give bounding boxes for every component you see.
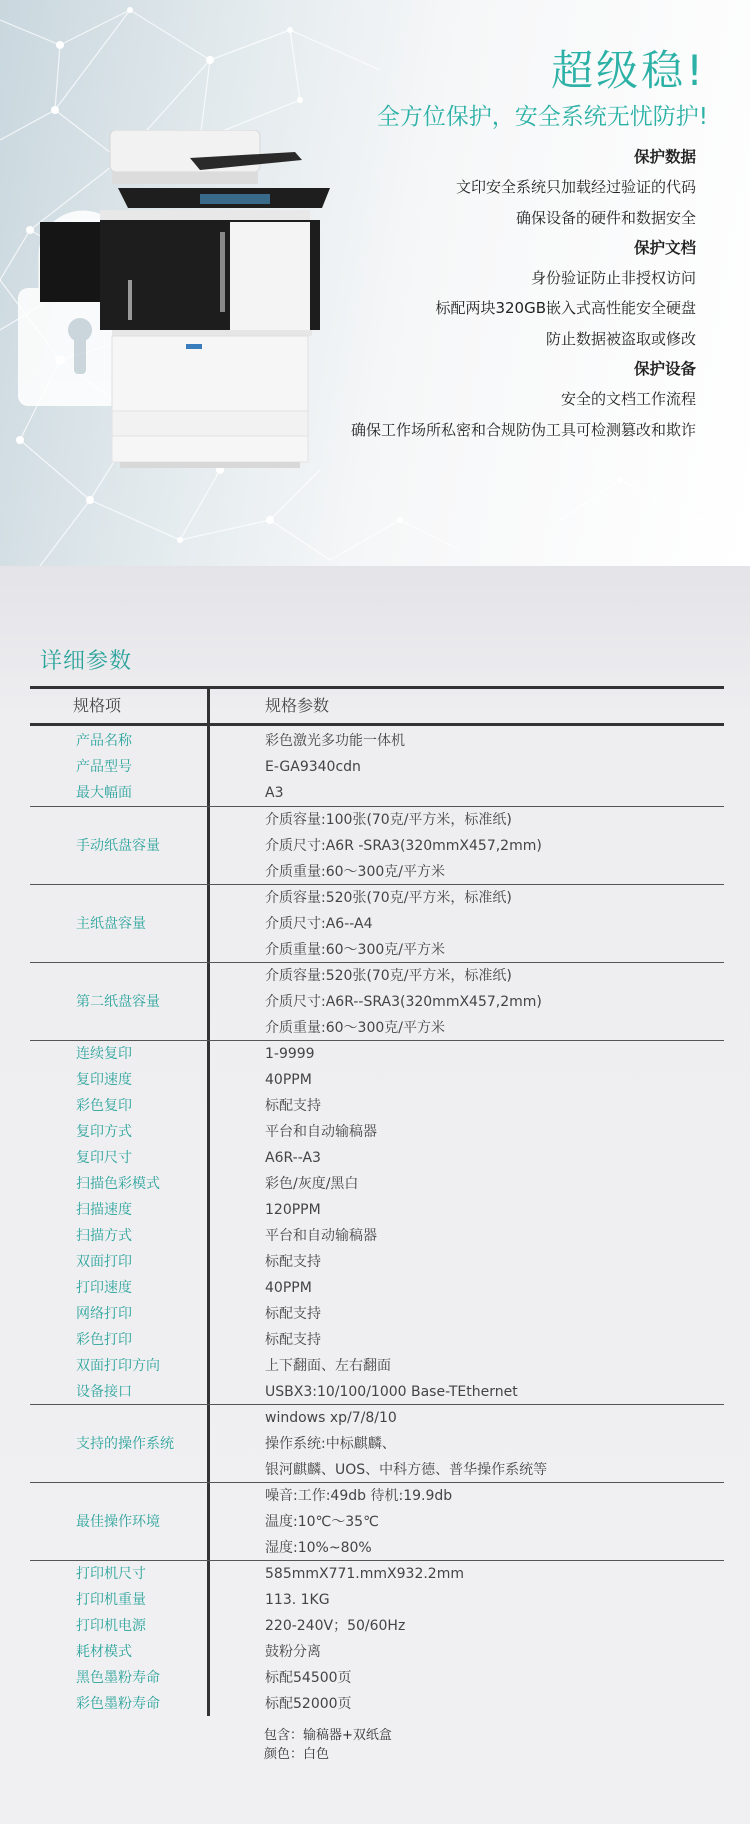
- spec-label-text: 打印机电源: [76, 1618, 146, 1634]
- spec-value: 标配支持: [265, 1098, 321, 1114]
- spec-value: 介质重量:60～300克/平方米: [265, 942, 445, 958]
- spec-value: 标配52000页: [265, 1696, 352, 1712]
- spec-value: 标配支持: [265, 1332, 321, 1348]
- spec-label-text: 打印速度: [76, 1280, 132, 1296]
- spec-value: 40PPM: [265, 1072, 312, 1088]
- feature-line: 安全的文档工作流程: [560, 390, 696, 409]
- spec-label-text: 彩色复印: [76, 1098, 132, 1114]
- feature-line: 文印安全系统只加载经过验证的代码: [455, 178, 696, 197]
- feature-line: 确保工作场所私密和合规防伪工具可检测篡改和欺诈: [350, 420, 696, 439]
- feature-list: [351, 142, 696, 445]
- header-col-item: 规格项: [73, 696, 122, 715]
- spec-label-text: 复印尺寸: [76, 1150, 132, 1166]
- spec-value: 彩色/灰度/黑白: [265, 1176, 359, 1192]
- section-title: 详细参数: [40, 649, 133, 674]
- spec-group: [30, 1404, 724, 1483]
- footer-contents: 包含：输稿器+双纸盒: [264, 1728, 392, 1743]
- spec-value: 湿度:10%~80%: [265, 1540, 372, 1556]
- spec-label-text: 耗材模式: [76, 1644, 132, 1660]
- spec-value: 标配54500页: [265, 1670, 352, 1686]
- spec-label-text: 复印方式: [76, 1124, 132, 1140]
- spec-group: [30, 1040, 724, 1405]
- spec-label-text: 设备接口: [76, 1384, 132, 1400]
- spec-label-text: 打印机尺寸: [76, 1566, 146, 1582]
- spec-value: 介质重量:60～300克/平方米: [265, 1020, 445, 1036]
- spec-label-text: 支持的操作系统: [76, 1436, 174, 1452]
- feature-line: 防止数据被盗取或修改: [545, 329, 696, 348]
- spec-group: [30, 1482, 724, 1561]
- spec-group: [30, 806, 724, 885]
- spec-label-text: 产品型号: [76, 759, 132, 775]
- spec-value: 40PPM: [265, 1280, 312, 1296]
- header-rule: [30, 723, 724, 726]
- spec-value: 220-240V；50/60Hz: [265, 1618, 406, 1634]
- spec-value: 平台和自动输稿器: [265, 1228, 377, 1244]
- spec-label-text: 彩色打印: [76, 1332, 132, 1348]
- spec-value: 113. 1KG: [265, 1592, 330, 1608]
- spec-value: 120PPM: [265, 1202, 321, 1218]
- spec-value: 鼓粉分离: [265, 1644, 321, 1660]
- spec-value: 银河麒麟、UOS、中科方德、普华操作系统等: [265, 1462, 548, 1478]
- feature-heading: 保护数据: [633, 148, 696, 166]
- hero-subtitle: 全方位保护，安全系统无忧防护!: [376, 104, 708, 130]
- spec-value: 标配支持: [265, 1306, 321, 1322]
- spec-value: 介质容量:520张(70克/平方米，标准纸): [265, 890, 512, 906]
- spec-value: 介质容量:520张(70克/平方米，标准纸): [265, 968, 512, 984]
- spec-label-text: 最大幅面: [76, 785, 132, 801]
- spec-value: windows xp/7/8/10: [265, 1410, 397, 1426]
- feature-line: 确保设备的硬件和数据安全: [515, 208, 696, 227]
- spec-value: 介质尺寸:A6R -SRA3(320mmX457,2mm): [265, 838, 542, 854]
- feature-heading: 保护设备: [633, 360, 696, 379]
- spec-label-text: 打印机重量: [76, 1592, 146, 1608]
- spec-value: A3: [265, 785, 284, 801]
- spec-label-text: 扫描速度: [76, 1202, 132, 1218]
- spec-group: [30, 962, 724, 1041]
- footer-color: 颜色：白色: [264, 1747, 330, 1762]
- spec-label-text: 连续复印: [76, 1046, 132, 1062]
- hero-title: 超级稳!: [551, 46, 706, 95]
- spec-label-text: 双面打印: [76, 1254, 132, 1270]
- spec-value: 操作系统:中标麒麟、: [265, 1436, 396, 1452]
- hero-banner: [0, 0, 750, 566]
- header-col-value: 规格参数: [265, 696, 330, 715]
- spec-value: 上下翻面、左右翻面: [265, 1358, 391, 1374]
- spec-value: E-GA9340cdn: [265, 759, 361, 775]
- spec-label-text: 主纸盘容量: [76, 916, 146, 932]
- spec-group: [30, 884, 724, 963]
- spec-label-text: 扫描方式: [76, 1228, 132, 1244]
- spec-label-text: 产品名称: [76, 733, 132, 749]
- spec-value: USBX3:10/100/1000 Base-TEthernet: [265, 1384, 518, 1400]
- printer-image: [40, 130, 340, 470]
- spec-value: 介质尺寸:A6--A4: [265, 916, 373, 932]
- spec-value: 介质容量:100张(70克/平方米，标准纸): [265, 812, 512, 828]
- spec-value: 585mmX771.mmX932.2mm: [265, 1566, 464, 1582]
- spec-group: [30, 728, 724, 806]
- spec-label-text: 复印速度: [76, 1072, 132, 1088]
- spec-label-text: 手动纸盘容量: [76, 838, 160, 854]
- feature-heading: 保护文档: [633, 238, 696, 257]
- spec-value: 标配支持: [265, 1254, 321, 1270]
- spec-label-text: 最佳操作环境: [76, 1514, 160, 1530]
- spec-label-text: 第二纸盘容量: [76, 994, 160, 1010]
- spec-value: 介质尺寸:A6R--SRA3(320mmX457,2mm): [265, 994, 542, 1010]
- feature-line: 标配两块320GB嵌入式高性能安全硬盘: [435, 299, 696, 318]
- spec-value: A6R--A3: [265, 1150, 321, 1166]
- spec-label-text: 网络打印: [76, 1306, 132, 1322]
- spec-value: 彩色激光多功能一体机: [265, 733, 405, 749]
- table-header: [30, 689, 724, 723]
- spec-label-text: 黑色墨粉寿命: [76, 1670, 160, 1686]
- spec-value: 1-9999: [265, 1046, 315, 1062]
- spec-section: [0, 566, 750, 1824]
- spec-label-text: 双面打印方向: [76, 1358, 160, 1374]
- spec-value: 平台和自动输稿器: [265, 1124, 377, 1140]
- spec-value: 介质重量:60～300克/平方米: [265, 864, 445, 880]
- feature-line: 身份验证防止非授权访问: [530, 269, 696, 288]
- spec-label-text: 彩色墨粉寿命: [76, 1696, 160, 1712]
- spec-group: [30, 1560, 724, 1717]
- spec-value: 温度:10℃～35℃: [265, 1514, 379, 1530]
- spec-value: 噪音:工作:49db 待机:19.9db: [265, 1488, 453, 1504]
- spec-label-text: 扫描色彩模式: [76, 1176, 160, 1192]
